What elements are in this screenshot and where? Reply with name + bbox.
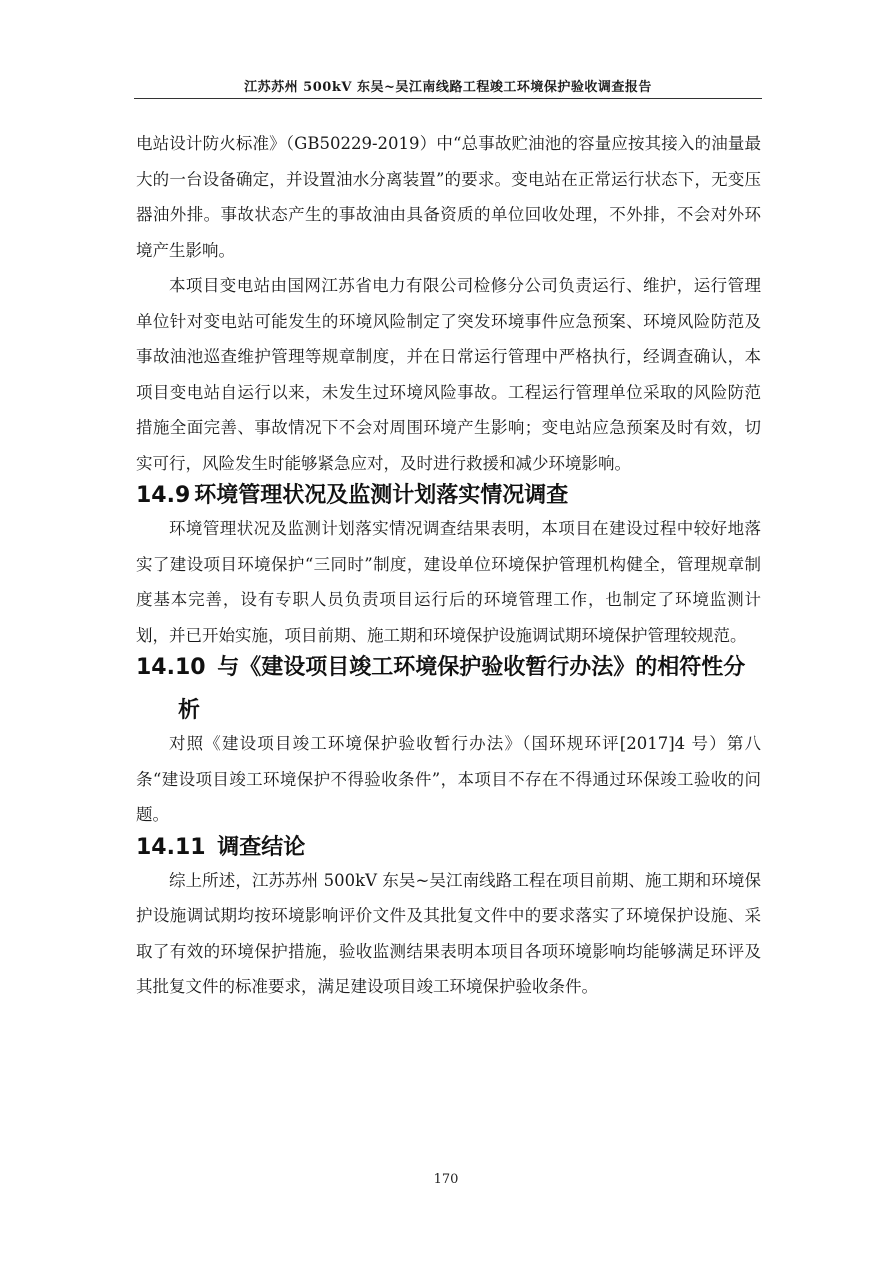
section-number: 14.10 — [136, 655, 206, 680]
page-body — [136, 126, 761, 1005]
section-number: 14.9 — [136, 483, 191, 508]
paragraph-conclusion: 综上所述，江苏苏州 500kV 东吴~吴江南线路工程在项目前期、施工期和环境保护设施调试期均按环境影响评价文件及其批复文件中的要求落实了环境保护设施、采取了有效的环境保护措施，验收监测结果表明本项目各项环境影响均能够满足环评及其批复文件的标准要求，满足建设项目竣工环境保护验收条件。 — [136, 870, 761, 996]
paragraph-management-monitoring: 环境管理状况及监测计划落实情况调查结果表明，本项目在建设过程中较好地落实了建设项目环境保护“三同时”制度，建设单位环境保护管理机构健全，管理规章制度基本完善，设有专职人员负责项目运行后的环境管理工作，也制定了环境监测计划，并已开始实施，项目前期、施工期和环境保护设施调试期环境保护管理较规范。 — [136, 519, 761, 645]
section-title: 环境管理状况及监测计划落实情况调查 — [194, 483, 569, 508]
section-title-line-2: 析 — [178, 698, 201, 723]
page-number: 170 — [433, 1172, 459, 1187]
section-title-line-1: 与《建设项目竣工环境保护验收暂行办法》的相符性分 — [217, 655, 746, 680]
section-heading-14-9 — [136, 481, 761, 511]
header-divider — [134, 98, 762, 99]
paragraph-risk-management: 本项目变电站由国网江苏省电力有限公司检修分公司负责运行、维护，运行管理单位针对变电站可能发生的环境风险制定了突发环境事件应急预案、环境风险防范及事故油池巡查维护管理等规章制度，并在日常运行管理中严格执行，经调查确认，本项目变电站自运行以来，未发生过环境风险事故。工程运行管理单位采取的风险防范措施全面完善、事故情况下不会对周围环境产生影响；变电站应急预案及时有效，切实可行，风险发生时能够紧急应对，及时进行救援和减少环境影响。 — [136, 276, 761, 473]
running-header-title: 江苏苏州 500kV 东吴~吴江南线路工程竣工环境保护验收调查报告 — [244, 80, 652, 95]
section-number: 14.11 — [136, 834, 206, 860]
paragraph-continuation: 电站设计防火标准》（GB50229-2019）中“总事故贮油池的容量应按其接入的油量最大的一台设备确定，并设置油水分离装置”的要求。变电站在正常运行状态下，无变压器油外排。事故状态产生的事故油由具备资质的单位回收处理，不外排，不会对外环境产生影响。 — [136, 134, 761, 260]
section-heading-14-10 — [136, 653, 761, 726]
paragraph-compliance: 对照《建设项目竣工环境保护验收暂行办法》（国环规环评[2017]4 号）第八条“建设项目竣工环境保护不得验收条件”，本项目不存在不得通过环保竣工验收的问题。 — [136, 734, 761, 824]
section-heading-14-11 — [136, 833, 761, 863]
section-title: 调查结论 — [217, 834, 306, 860]
